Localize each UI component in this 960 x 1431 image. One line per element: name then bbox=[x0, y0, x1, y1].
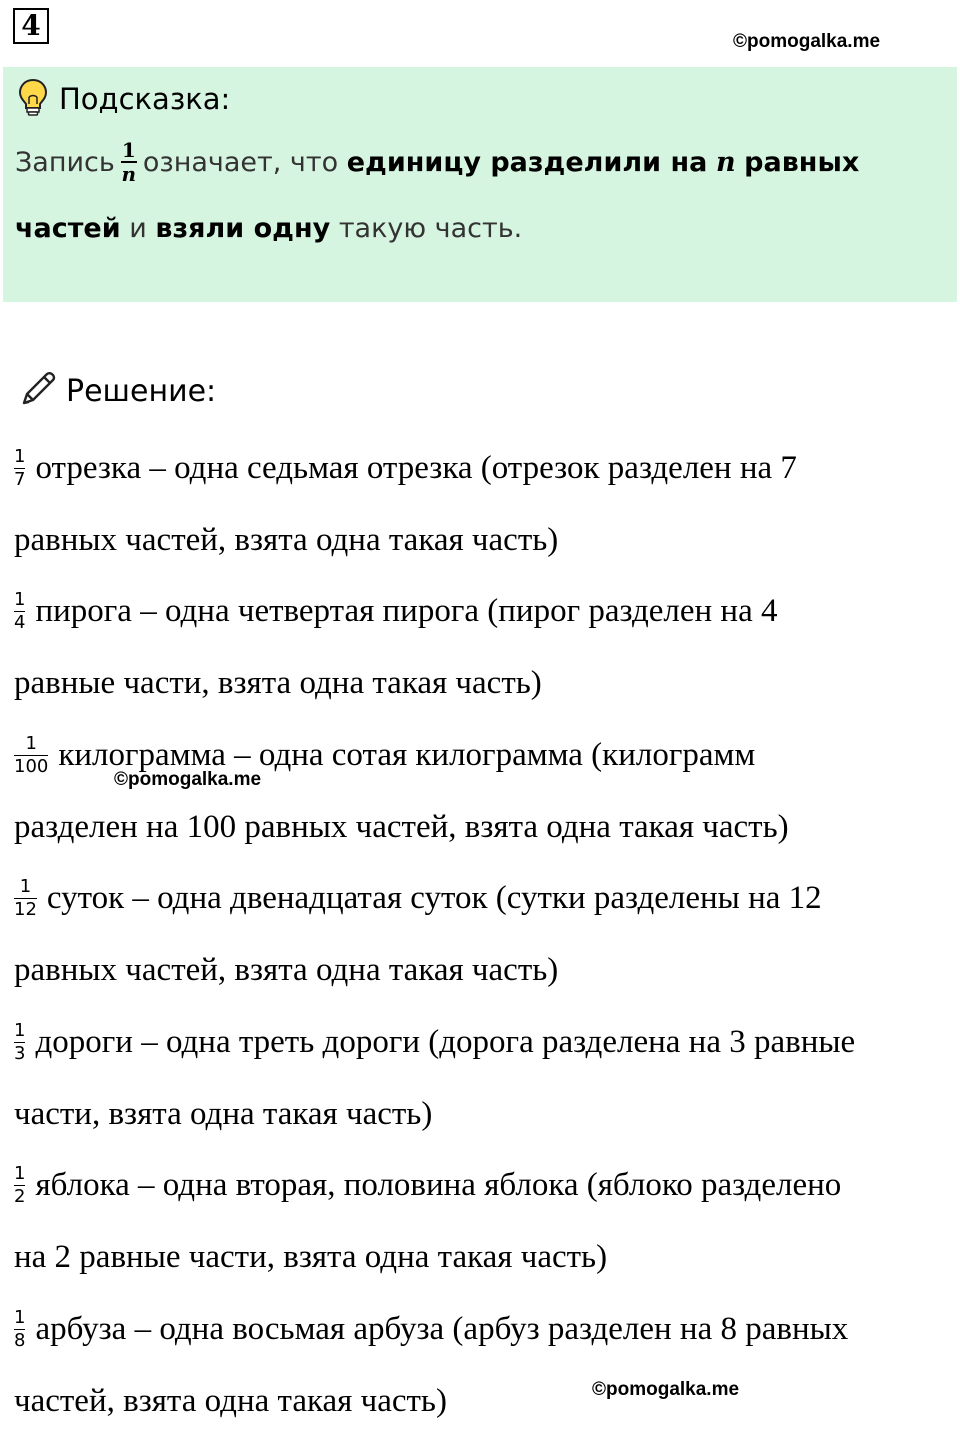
solution-item-text: арбуза – одна восьмая арбуза (арбуз разделен на 8 равных bbox=[35, 1310, 849, 1347]
hint-bold-text: частей bbox=[15, 213, 121, 244]
fraction-numerator: 1 bbox=[19, 876, 32, 897]
solution-item-continuation: равные части, взята одна такая часть) bbox=[14, 665, 542, 701]
fraction-1-over-n bbox=[121, 139, 137, 185]
fraction bbox=[14, 1163, 25, 1208]
fraction-numerator: 1 bbox=[14, 1306, 26, 1328]
solution-item-continuation: частей, взята одна такая часть) bbox=[14, 1382, 447, 1419]
hint-text: и bbox=[129, 213, 147, 244]
fraction-denominator: 4 bbox=[14, 612, 26, 633]
solution-item-text: дороги – одна треть дороги (дорога разделена на 3 равные bbox=[35, 1023, 856, 1060]
solution-item bbox=[14, 1156, 841, 1216]
solution-title: Решение: bbox=[66, 373, 217, 409]
solution-item-text: суток – одна двенадцатая суток (сутки разделены на 12 bbox=[46, 880, 822, 916]
hint-text-line-1 bbox=[15, 139, 859, 185]
hint-text-line-2 bbox=[15, 213, 522, 244]
hint-text: такую часть. bbox=[338, 213, 523, 244]
solution-item bbox=[14, 1299, 848, 1359]
fraction-denominator: n bbox=[121, 162, 137, 186]
fraction-numerator: 1 bbox=[14, 1019, 26, 1041]
fraction-numerator: 1 bbox=[14, 589, 26, 610]
solution-item-continuation: части, взята одна такая часть) bbox=[14, 1095, 433, 1132]
fraction-denominator: 12 bbox=[14, 899, 37, 920]
fraction-denominator: 7 bbox=[14, 468, 26, 490]
fraction-denominator: 3 bbox=[14, 1042, 26, 1064]
lightbulb-icon bbox=[17, 77, 49, 121]
fraction-numerator: 1 bbox=[14, 1163, 26, 1184]
fraction-numerator: 1 bbox=[121, 138, 136, 162]
pencil-icon bbox=[18, 369, 58, 413]
solution-item-continuation: равных частей, взята одна такая часть) bbox=[14, 521, 559, 558]
solution-item-text: яблока – одна вторая, половина яблока (яблоко разделено bbox=[35, 1167, 842, 1203]
fraction bbox=[14, 733, 48, 778]
hint-text: Запись bbox=[15, 146, 115, 178]
fraction-numerator: 1 bbox=[25, 732, 37, 754]
hint-text: означает, что bbox=[142, 146, 339, 178]
hint-box bbox=[3, 67, 957, 302]
hint-variable: n bbox=[715, 146, 736, 178]
fraction bbox=[14, 1020, 25, 1065]
solution-item bbox=[14, 869, 822, 929]
fraction-denominator: 8 bbox=[14, 1329, 26, 1351]
fraction-denominator: 100 bbox=[14, 755, 49, 777]
hint-bold-text: взяли одну bbox=[155, 213, 331, 244]
fraction-denominator: 2 bbox=[14, 1186, 26, 1207]
hint-bold-text: единицу разделили на bbox=[346, 146, 708, 178]
solution-item-text: отрезка – одна седьмая отрезка (отрезок разделен на 7 bbox=[35, 449, 797, 486]
solution-item-continuation: на 2 равные части, взята одна такая часть) bbox=[14, 1239, 608, 1275]
hint-header bbox=[17, 77, 230, 121]
solution-item-text: килограмма – одна сотая килограмма (килограмм bbox=[58, 736, 756, 773]
watermark: ©pomogalka.me bbox=[733, 31, 881, 52]
fraction bbox=[14, 876, 37, 921]
solution-header bbox=[18, 368, 216, 414]
solution-item-text: пирога – одна четвертая пирога (пирог разделен на 4 bbox=[35, 593, 778, 629]
hint-title: Подсказка: bbox=[59, 82, 231, 116]
watermark: ©pomogalka.me bbox=[114, 769, 262, 790]
fraction bbox=[14, 589, 25, 634]
fraction bbox=[14, 1307, 25, 1352]
solution-item bbox=[14, 438, 797, 498]
solution-item bbox=[14, 582, 777, 642]
solution-item bbox=[14, 1012, 855, 1072]
fraction bbox=[14, 446, 25, 491]
hint-bold-text: равных bbox=[744, 146, 860, 178]
solution-item-continuation: равных частей, взята одна такая часть) bbox=[14, 952, 559, 988]
solution-item-continuation: разделен на 100 равных частей, взята одна такая часть) bbox=[14, 808, 789, 845]
fraction-numerator: 1 bbox=[14, 445, 26, 467]
watermark: ©pomogalka.me bbox=[592, 1379, 740, 1400]
task-number: 4 bbox=[13, 8, 49, 44]
